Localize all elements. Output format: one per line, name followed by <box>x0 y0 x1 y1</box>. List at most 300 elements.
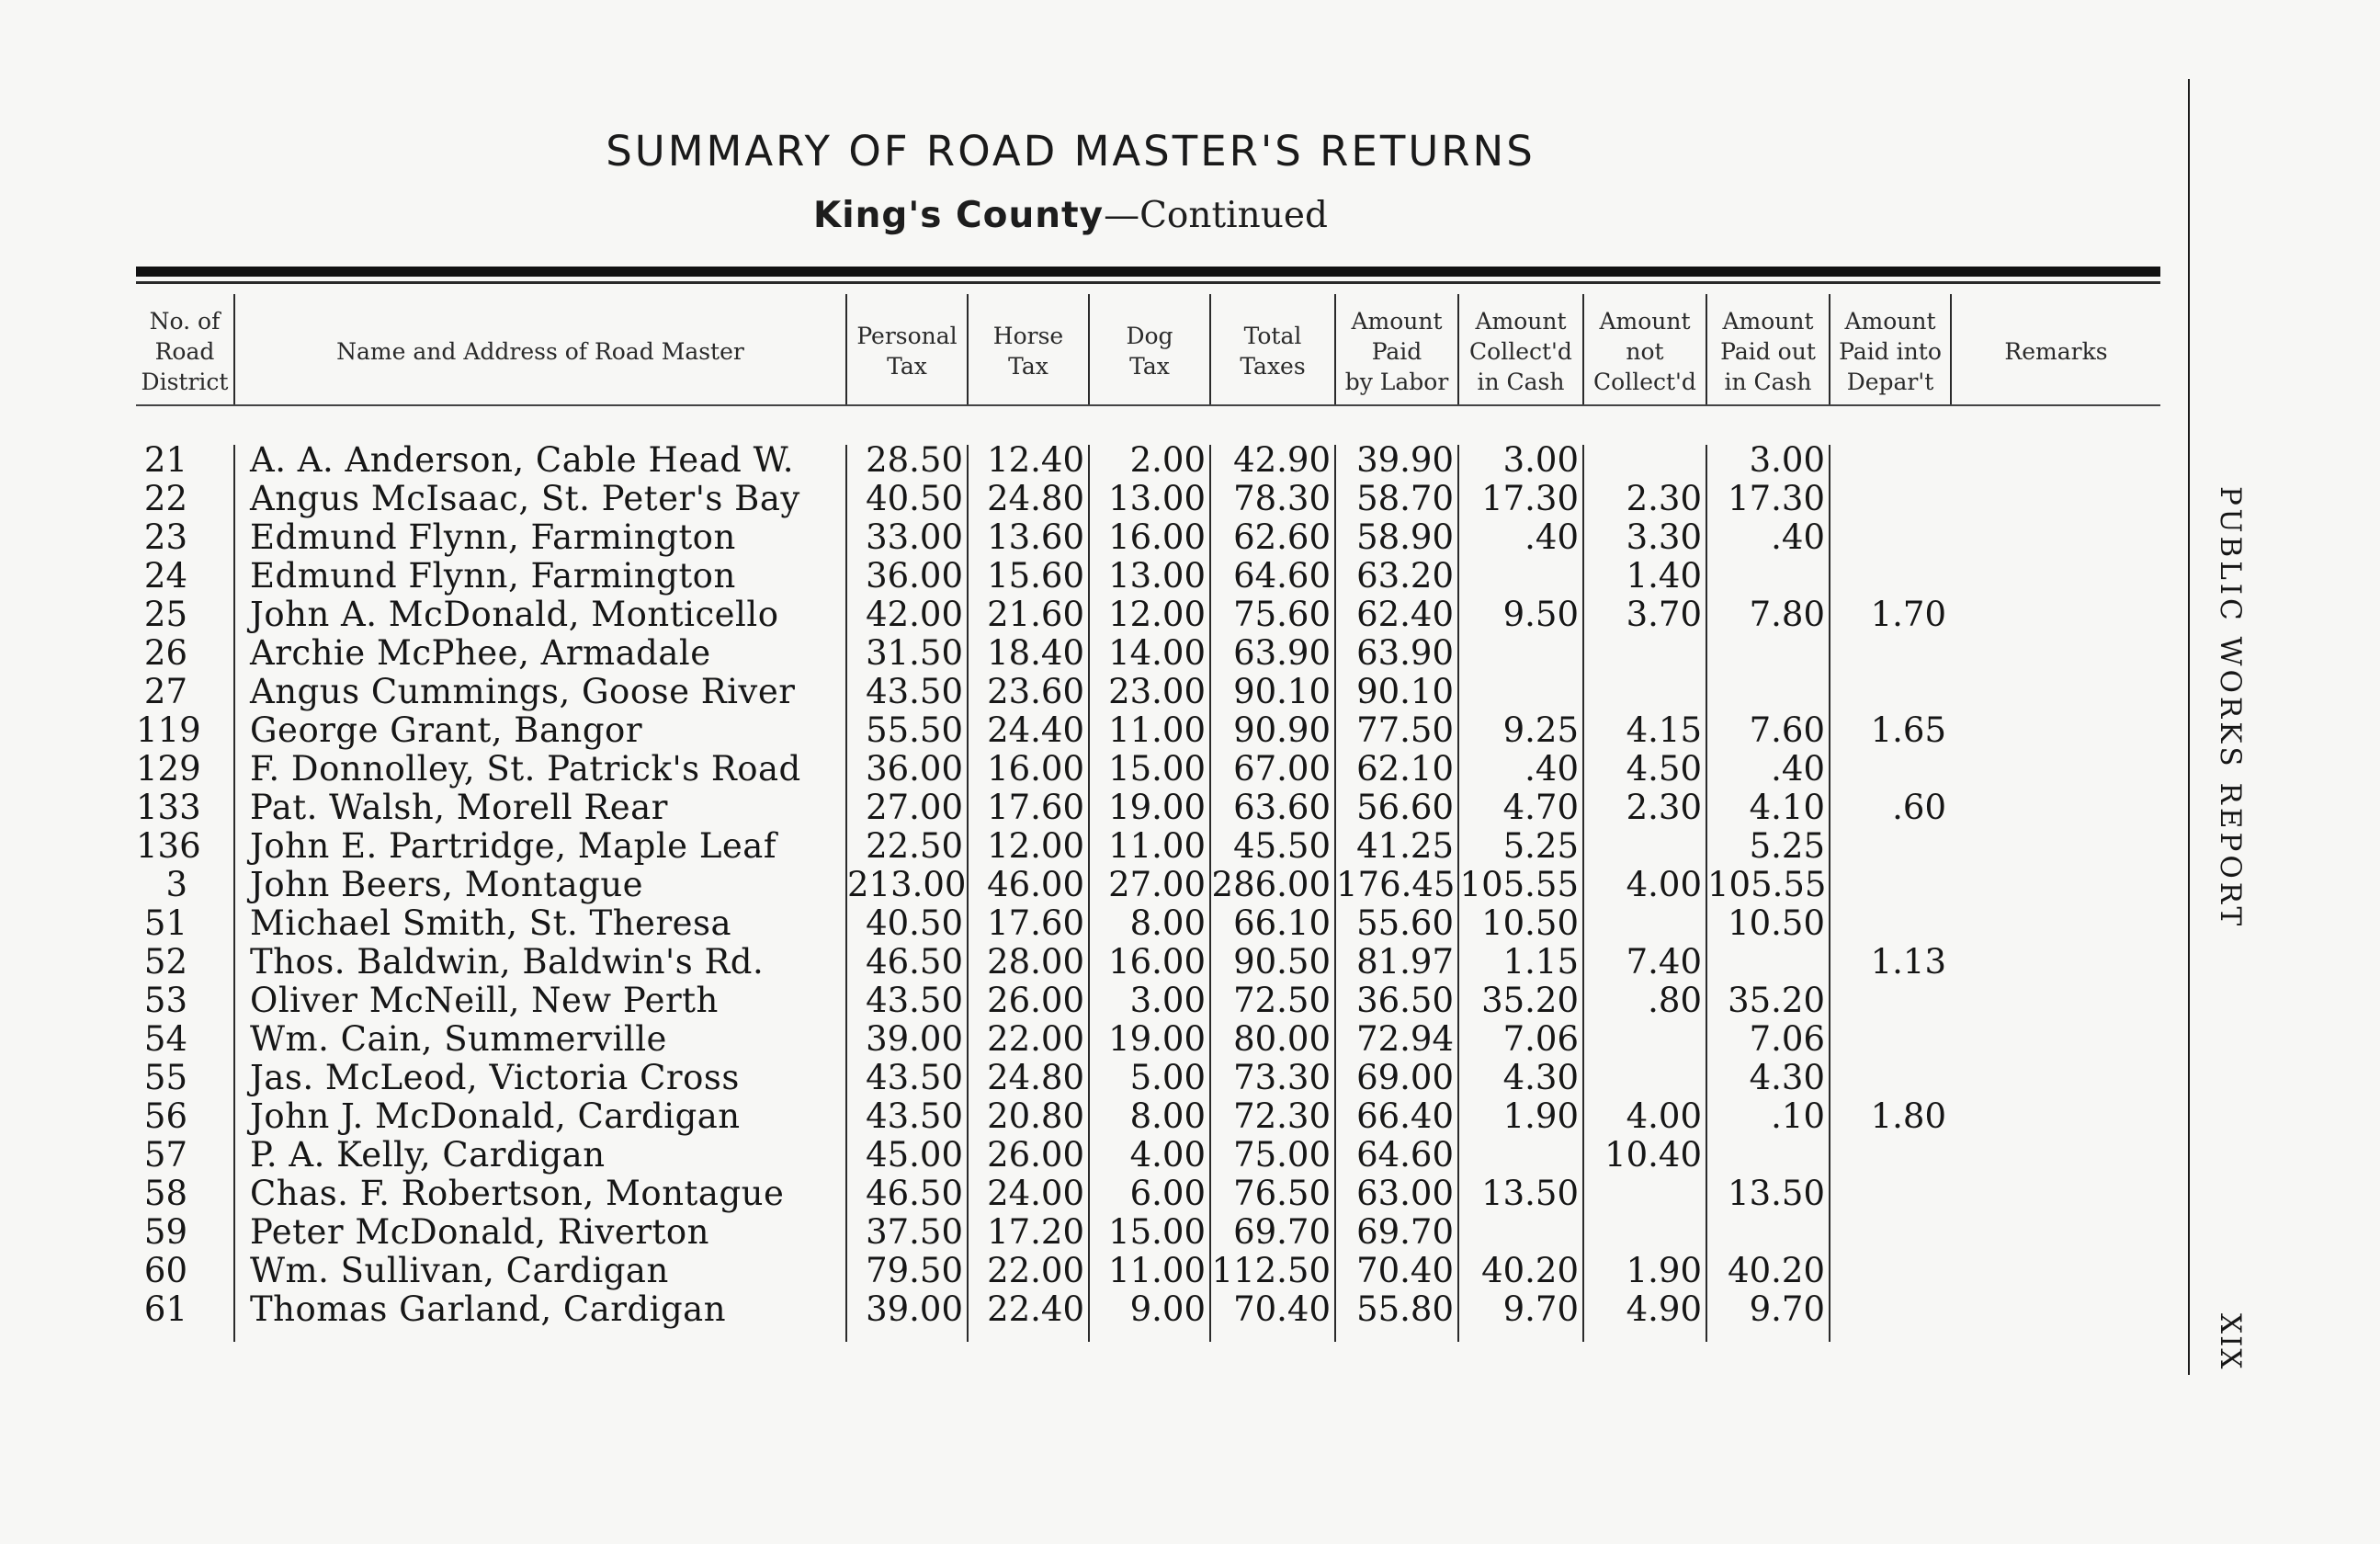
cell-paid-into-department <box>1830 982 1946 1020</box>
table-row <box>0 827 2141 866</box>
cell-not-collected: 4.90 <box>1626 1289 1702 1329</box>
cell-total-taxes: 69.70 <box>1233 1212 1331 1252</box>
cell-remarks <box>1957 1290 2155 1329</box>
cell-horse-tax: 24.40 <box>987 710 1084 750</box>
cell-paid-out-in-cash: 7.60 <box>1749 710 1825 750</box>
cell-paid-out-in-cash: 35.20 <box>1728 981 1825 1020</box>
page-number: XIX <box>2214 1312 2247 1371</box>
cell-paid-by-labor: 58.90 <box>1356 517 1454 557</box>
cell-remarks <box>1957 943 2155 982</box>
cell-name: F. Donnolley, St. Patrick's Road <box>250 749 801 789</box>
cell-collected-in-cash: 5.25 <box>1502 826 1579 866</box>
table-row <box>0 634 2141 673</box>
cell-total-taxes: 112.50 <box>1211 1251 1331 1290</box>
cell-paid-into-department: 1.80 <box>1870 1096 1946 1136</box>
cell-collected-in-cash <box>1459 1136 1579 1175</box>
header-horse-tax: Horse Tax <box>992 323 1064 380</box>
cell-personal-tax: 33.00 <box>866 517 963 557</box>
cell-not-collected <box>1584 441 1702 480</box>
cell-dog-tax: 13.00 <box>1108 556 1206 596</box>
header-collected-in-cash: Amount Collect'd in Cash <box>1469 307 1572 395</box>
cell-dog-tax: 2.00 <box>1129 440 1206 480</box>
cell-paid-into-department: 1.65 <box>1870 710 1946 750</box>
cell-remarks <box>1957 480 2155 518</box>
cell-paid-into-department: .60 <box>1892 788 1946 827</box>
header-total-taxes: Total Taxes <box>1240 323 1306 380</box>
cell-total-taxes: 72.50 <box>1233 981 1331 1020</box>
header-not-collected: Amount not Collect'd <box>1593 307 1696 395</box>
cell-name: John A. McDonald, Monticello <box>250 595 779 634</box>
table-row <box>0 750 2141 789</box>
cell-paid-by-labor: 55.80 <box>1356 1289 1454 1329</box>
cell-not-collected <box>1584 827 1702 866</box>
cell-collected-in-cash: 9.25 <box>1502 710 1579 750</box>
cell-dog-tax: 6.00 <box>1129 1174 1206 1213</box>
table-row <box>0 982 2141 1020</box>
table-row <box>0 480 2141 518</box>
cell-paid-by-labor: 39.90 <box>1356 440 1454 480</box>
cell-paid-out-in-cash: 9.70 <box>1749 1289 1825 1329</box>
table-row <box>0 1020 2141 1059</box>
cell-horse-tax: 26.00 <box>987 981 1084 1020</box>
cell-not-collected: .80 <box>1648 981 1702 1020</box>
cell-personal-tax: 31.50 <box>866 633 963 673</box>
cell-not-collected: 3.30 <box>1626 517 1702 557</box>
cell-horse-tax: 18.40 <box>987 633 1084 673</box>
table-row <box>0 1136 2141 1175</box>
cell-not-collected: 4.15 <box>1626 710 1702 750</box>
cell-horse-tax: 22.00 <box>987 1019 1084 1059</box>
cell-paid-by-labor: 62.10 <box>1356 749 1454 789</box>
cell-dog-tax: 14.00 <box>1108 633 1206 673</box>
cell-district: 21 <box>143 440 187 480</box>
cell-paid-into-department <box>1830 866 1946 904</box>
cell-paid-into-department <box>1830 634 1946 673</box>
cell-dog-tax: 8.00 <box>1129 903 1206 943</box>
cell-paid-out-in-cash: 4.30 <box>1749 1058 1825 1097</box>
cell-paid-out-in-cash: 105.55 <box>1707 865 1827 904</box>
cell-total-taxes: 72.30 <box>1233 1096 1331 1136</box>
cell-paid-into-department <box>1830 518 1946 557</box>
cell-paid-into-department <box>1830 1136 1946 1175</box>
cell-paid-by-labor: 77.50 <box>1356 710 1454 750</box>
cell-not-collected: 7.40 <box>1626 942 1702 982</box>
header-column-rule <box>1457 294 1459 404</box>
cell-paid-by-labor: 64.60 <box>1356 1135 1454 1175</box>
cell-total-taxes: 90.50 <box>1233 942 1331 982</box>
margin-rule <box>2188 79 2190 1375</box>
cell-personal-tax: 43.50 <box>866 1096 963 1136</box>
cell-dog-tax: 15.00 <box>1108 749 1206 789</box>
header-column-rule <box>1209 294 1211 404</box>
table-row <box>0 711 2141 750</box>
table-row <box>0 943 2141 982</box>
cell-paid-by-labor: 58.70 <box>1356 479 1454 518</box>
cell-remarks <box>1957 866 2155 904</box>
cell-district: 52 <box>143 942 187 982</box>
cell-name: Wm. Sullivan, Cardigan <box>250 1251 669 1290</box>
header-column-rule <box>1582 294 1584 404</box>
cell-paid-out-in-cash: 17.30 <box>1728 479 1825 518</box>
cell-horse-tax: 24.80 <box>987 479 1084 518</box>
cell-dog-tax: 16.00 <box>1108 517 1206 557</box>
cell-personal-tax: 39.00 <box>866 1289 963 1329</box>
cell-district: 61 <box>143 1289 187 1329</box>
cell-horse-tax: 28.00 <box>987 942 1084 982</box>
cell-total-taxes: 73.30 <box>1233 1058 1331 1097</box>
cell-personal-tax: 79.50 <box>866 1251 963 1290</box>
cell-paid-out-in-cash: 7.06 <box>1749 1019 1825 1059</box>
cell-paid-by-labor: 62.40 <box>1356 595 1454 634</box>
cell-name: Angus McIsaac, St. Peter's Bay <box>250 479 800 518</box>
cell-total-taxes: 45.50 <box>1233 826 1331 866</box>
cell-remarks <box>1957 789 2155 827</box>
cell-paid-into-department <box>1830 1059 1946 1097</box>
cell-paid-out-in-cash: 10.50 <box>1728 903 1825 943</box>
table-row <box>0 596 2141 634</box>
cell-paid-by-labor: 63.00 <box>1356 1174 1454 1213</box>
header-rule <box>136 404 2160 406</box>
table-row <box>0 1252 2141 1290</box>
table-row <box>0 1290 2141 1329</box>
header-paid-out-in-cash: Amount Paid out in Cash <box>1720 307 1816 395</box>
cell-total-taxes: 75.60 <box>1233 595 1331 634</box>
cell-collected-in-cash <box>1459 1213 1579 1252</box>
cell-name: Archie McPhee, Armadale <box>250 633 711 673</box>
header-dog-tax: Dog Tax <box>1126 323 1173 380</box>
cell-district: 22 <box>143 479 187 518</box>
cell-dog-tax: 3.00 <box>1129 981 1206 1020</box>
header-column-rule <box>1334 294 1336 404</box>
cell-horse-tax: 24.00 <box>987 1174 1084 1213</box>
cell-name: Wm. Cain, Summerville <box>250 1019 667 1059</box>
cell-horse-tax: 24.80 <box>987 1058 1084 1097</box>
cell-personal-tax: 39.00 <box>866 1019 963 1059</box>
cell-collected-in-cash: .40 <box>1524 517 1579 557</box>
cell-total-taxes: 76.50 <box>1233 1174 1331 1213</box>
cell-not-collected: 4.00 <box>1626 1096 1702 1136</box>
cell-paid-by-labor: 56.60 <box>1356 788 1454 827</box>
cell-paid-by-labor: 81.97 <box>1356 942 1454 982</box>
cell-dog-tax: 11.00 <box>1108 710 1206 750</box>
subtitle-continued: Continued <box>1139 195 1328 236</box>
cell-paid-by-labor: 66.40 <box>1356 1096 1454 1136</box>
cell-horse-tax: 26.00 <box>987 1135 1084 1175</box>
cell-not-collected <box>1584 1175 1702 1213</box>
table-row <box>0 1059 2141 1097</box>
cell-personal-tax: 213.00 <box>847 865 967 904</box>
cell-collected-in-cash: 1.90 <box>1502 1096 1579 1136</box>
cell-dog-tax: 19.00 <box>1108 788 1206 827</box>
cell-name: A. A. Anderson, Cable Head W. <box>250 440 794 480</box>
cell-paid-by-labor: 55.60 <box>1356 903 1454 943</box>
cell-dog-tax: 23.00 <box>1108 672 1206 711</box>
header-column-rule <box>1088 294 1090 404</box>
cell-paid-out-in-cash <box>1707 557 1825 596</box>
cell-district: 119 <box>136 710 201 750</box>
cell-district: 51 <box>143 903 187 943</box>
cell-paid-out-in-cash: 40.20 <box>1728 1251 1825 1290</box>
cell-horse-tax: 12.40 <box>987 440 1084 480</box>
cell-paid-into-department <box>1830 1020 1946 1059</box>
cell-remarks <box>1957 1059 2155 1097</box>
cell-personal-tax: 46.50 <box>866 1174 963 1213</box>
header-district: No. of Road District <box>141 307 229 395</box>
cell-paid-by-labor: 63.20 <box>1356 556 1454 596</box>
table-row <box>0 789 2141 827</box>
cell-total-taxes: 90.90 <box>1233 710 1331 750</box>
cell-paid-out-in-cash: 5.25 <box>1749 826 1825 866</box>
cell-collected-in-cash: .40 <box>1524 749 1579 789</box>
cell-paid-into-department <box>1830 480 1946 518</box>
cell-district: 129 <box>136 749 201 789</box>
cell-personal-tax: 27.00 <box>866 788 963 827</box>
cell-name: Thos. Baldwin, Baldwin's Rd. <box>250 942 765 982</box>
cell-collected-in-cash: 10.50 <box>1481 903 1579 943</box>
cell-collected-in-cash: 4.30 <box>1502 1058 1579 1097</box>
cell-remarks <box>1957 1175 2155 1213</box>
cell-personal-tax: 37.50 <box>866 1212 963 1252</box>
table-row <box>0 441 2141 480</box>
cell-paid-out-in-cash <box>1707 1213 1825 1252</box>
table-row <box>0 673 2141 711</box>
cell-collected-in-cash: 35.20 <box>1481 981 1579 1020</box>
cell-name: Michael Smith, St. Theresa <box>250 903 732 943</box>
top-rule-thin <box>136 281 2160 284</box>
cell-total-taxes: 67.00 <box>1233 749 1331 789</box>
cell-name: P. A. Kelly, Cardigan <box>250 1135 606 1175</box>
cell-total-taxes: 286.00 <box>1211 865 1331 904</box>
cell-name: John Beers, Montague <box>250 865 644 904</box>
cell-remarks <box>1957 441 2155 480</box>
cell-name: Peter McDonald, Riverton <box>250 1212 709 1252</box>
cell-dog-tax: 4.00 <box>1129 1135 1206 1175</box>
cell-not-collected: 4.00 <box>1626 865 1702 904</box>
cell-name: Chas. F. Robertson, Montague <box>250 1174 785 1213</box>
cell-personal-tax: 36.00 <box>866 556 963 596</box>
cell-remarks <box>1957 673 2155 711</box>
cell-personal-tax: 55.50 <box>866 710 963 750</box>
cell-paid-out-in-cash: .10 <box>1771 1096 1825 1136</box>
cell-paid-into-department: 1.13 <box>1870 942 1946 982</box>
header-column-rule <box>1829 294 1830 404</box>
cell-horse-tax: 21.60 <box>987 595 1084 634</box>
header-remarks: Remarks <box>2004 337 2108 365</box>
subtitle-dash: — <box>1104 195 1140 236</box>
cell-personal-tax: 42.00 <box>866 595 963 634</box>
cell-paid-by-labor: 41.25 <box>1356 826 1454 866</box>
cell-total-taxes: 80.00 <box>1233 1019 1331 1059</box>
cell-horse-tax: 17.20 <box>987 1212 1084 1252</box>
cell-not-collected: 4.50 <box>1626 749 1702 789</box>
cell-name: John E. Partridge, Maple Leaf <box>250 826 777 866</box>
table-row <box>0 1097 2141 1136</box>
table-row <box>0 904 2141 943</box>
cell-horse-tax: 46.00 <box>987 865 1084 904</box>
cell-district: 60 <box>143 1251 187 1290</box>
header-name: Name and Address of Road Master <box>336 337 744 365</box>
cell-district: 3 <box>165 865 187 904</box>
cell-remarks <box>1957 1252 2155 1290</box>
cell-collected-in-cash <box>1459 673 1579 711</box>
cell-horse-tax: 23.60 <box>987 672 1084 711</box>
cell-horse-tax: 16.00 <box>987 749 1084 789</box>
cell-not-collected <box>1584 1213 1702 1252</box>
cell-horse-tax: 13.60 <box>987 517 1084 557</box>
cell-paid-out-in-cash <box>1707 673 1825 711</box>
cell-name: Oliver McNeill, New Perth <box>250 981 719 1020</box>
cell-total-taxes: 63.90 <box>1233 633 1331 673</box>
cell-name: John J. McDonald, Cardigan <box>250 1096 741 1136</box>
cell-not-collected: 2.30 <box>1626 788 1702 827</box>
cell-total-taxes: 63.60 <box>1233 788 1331 827</box>
cell-dog-tax: 15.00 <box>1108 1212 1206 1252</box>
cell-dog-tax: 11.00 <box>1108 1251 1206 1290</box>
cell-dog-tax: 8.00 <box>1129 1096 1206 1136</box>
cell-not-collected: 10.40 <box>1604 1135 1702 1175</box>
cell-not-collected <box>1584 634 1702 673</box>
cell-personal-tax: 36.00 <box>866 749 963 789</box>
cell-paid-out-in-cash: 3.00 <box>1749 440 1825 480</box>
cell-dog-tax: 16.00 <box>1108 942 1206 982</box>
cell-total-taxes: 75.00 <box>1233 1135 1331 1175</box>
cell-collected-in-cash: 40.20 <box>1481 1251 1579 1290</box>
cell-district: 58 <box>143 1174 187 1213</box>
cell-paid-into-department <box>1830 904 1946 943</box>
cell-personal-tax: 43.50 <box>866 981 963 1020</box>
cell-remarks <box>1957 518 2155 557</box>
cell-collected-in-cash: 105.55 <box>1459 865 1579 904</box>
cell-paid-out-in-cash: 4.10 <box>1749 788 1825 827</box>
cell-dog-tax: 12.00 <box>1108 595 1206 634</box>
cell-not-collected: 3.70 <box>1626 595 1702 634</box>
header-column-rule <box>1950 294 1952 404</box>
cell-horse-tax: 17.60 <box>987 788 1084 827</box>
cell-remarks <box>1957 827 2155 866</box>
cell-paid-out-in-cash: 7.80 <box>1749 595 1825 634</box>
cell-remarks <box>1957 1097 2155 1136</box>
cell-not-collected <box>1584 1059 1702 1097</box>
cell-total-taxes: 42.90 <box>1233 440 1331 480</box>
cell-not-collected: 1.90 <box>1626 1251 1702 1290</box>
cell-horse-tax: 20.80 <box>987 1096 1084 1136</box>
header-paid-into-department: Amount Paid into Depar't <box>1839 307 1942 395</box>
cell-horse-tax: 22.00 <box>987 1251 1084 1290</box>
cell-remarks <box>1957 1213 2155 1252</box>
header-column-rule <box>233 294 235 404</box>
running-header: PUBLIC WORKS REPORT <box>2214 485 2247 930</box>
cell-district: 133 <box>136 788 201 827</box>
table-row <box>0 518 2141 557</box>
table-row <box>0 866 2141 904</box>
cell-remarks <box>1957 982 2155 1020</box>
cell-dog-tax: 5.00 <box>1129 1058 1206 1097</box>
cell-paid-by-labor: 90.10 <box>1356 672 1454 711</box>
cell-personal-tax: 40.50 <box>866 479 963 518</box>
cell-paid-by-labor: 176.45 <box>1336 865 1456 904</box>
cell-district: 24 <box>143 556 187 596</box>
cell-personal-tax: 40.50 <box>866 903 963 943</box>
page-subtitle <box>0 195 2141 236</box>
cell-district: 23 <box>143 517 187 557</box>
cell-district: 25 <box>143 595 187 634</box>
cell-district: 26 <box>143 633 187 673</box>
header-column-rule <box>967 294 969 404</box>
header-column-rule <box>1706 294 1707 404</box>
cell-collected-in-cash: 7.06 <box>1502 1019 1579 1059</box>
cell-remarks <box>1957 596 2155 634</box>
cell-paid-out-in-cash <box>1707 1136 1825 1175</box>
subtitle-county: King's County <box>813 195 1105 236</box>
cell-not-collected <box>1584 1020 1702 1059</box>
header-column-rule <box>845 294 847 404</box>
cell-remarks <box>1957 711 2155 750</box>
cell-paid-into-department <box>1830 557 1946 596</box>
cell-paid-out-in-cash: 13.50 <box>1728 1174 1825 1213</box>
cell-paid-into-department <box>1830 441 1946 480</box>
cell-name: George Grant, Bangor <box>250 710 643 750</box>
cell-total-taxes: 90.10 <box>1233 672 1331 711</box>
cell-paid-out-in-cash: .40 <box>1771 749 1825 789</box>
cell-district: 53 <box>143 981 187 1020</box>
cell-horse-tax: 15.60 <box>987 556 1084 596</box>
cell-total-taxes: 62.60 <box>1233 517 1331 557</box>
cell-collected-in-cash: 1.15 <box>1502 942 1579 982</box>
cell-paid-into-department <box>1830 750 1946 789</box>
cell-district: 56 <box>143 1096 187 1136</box>
cell-personal-tax: 22.50 <box>866 826 963 866</box>
cell-paid-into-department <box>1830 827 1946 866</box>
cell-not-collected: 1.40 <box>1626 556 1702 596</box>
cell-remarks <box>1957 634 2155 673</box>
table-row <box>0 1213 2141 1252</box>
cell-dog-tax: 19.00 <box>1108 1019 1206 1059</box>
cell-collected-in-cash: 13.50 <box>1481 1174 1579 1213</box>
cell-district: 136 <box>136 826 201 866</box>
header-paid-by-labor: Amount Paid by Labor <box>1344 307 1449 395</box>
table-row <box>0 1175 2141 1213</box>
cell-personal-tax: 43.50 <box>866 672 963 711</box>
cell-not-collected <box>1584 673 1702 711</box>
cell-dog-tax: 13.00 <box>1108 479 1206 518</box>
cell-paid-out-in-cash <box>1707 943 1825 982</box>
cell-personal-tax: 45.00 <box>866 1135 963 1175</box>
cell-not-collected: 2.30 <box>1626 479 1702 518</box>
cell-collected-in-cash: 4.70 <box>1502 788 1579 827</box>
cell-collected-in-cash <box>1459 557 1579 596</box>
cell-personal-tax: 28.50 <box>866 440 963 480</box>
cell-dog-tax: 27.00 <box>1108 865 1206 904</box>
cell-remarks <box>1957 1136 2155 1175</box>
cell-total-taxes: 66.10 <box>1233 903 1331 943</box>
cell-not-collected <box>1584 904 1702 943</box>
cell-name: Edmund Flynn, Farmington <box>250 556 736 596</box>
cell-paid-by-labor: 72.94 <box>1356 1019 1454 1059</box>
cell-paid-out-in-cash <box>1707 634 1825 673</box>
cell-district: 27 <box>143 672 187 711</box>
cell-name: Angus Cummings, Goose River <box>250 672 796 711</box>
cell-dog-tax: 11.00 <box>1108 826 1206 866</box>
cell-paid-out-in-cash: .40 <box>1771 517 1825 557</box>
cell-horse-tax: 22.40 <box>987 1289 1084 1329</box>
cell-district: 54 <box>143 1019 187 1059</box>
header-personal-tax: Personal Tax <box>856 323 958 380</box>
cell-district: 57 <box>143 1135 187 1175</box>
page-title: SUMMARY OF ROAD MASTER'S RETURNS <box>606 127 1536 176</box>
cell-personal-tax: 46.50 <box>866 942 963 982</box>
cell-collected-in-cash <box>1459 634 1579 673</box>
cell-paid-by-labor: 69.70 <box>1356 1212 1454 1252</box>
